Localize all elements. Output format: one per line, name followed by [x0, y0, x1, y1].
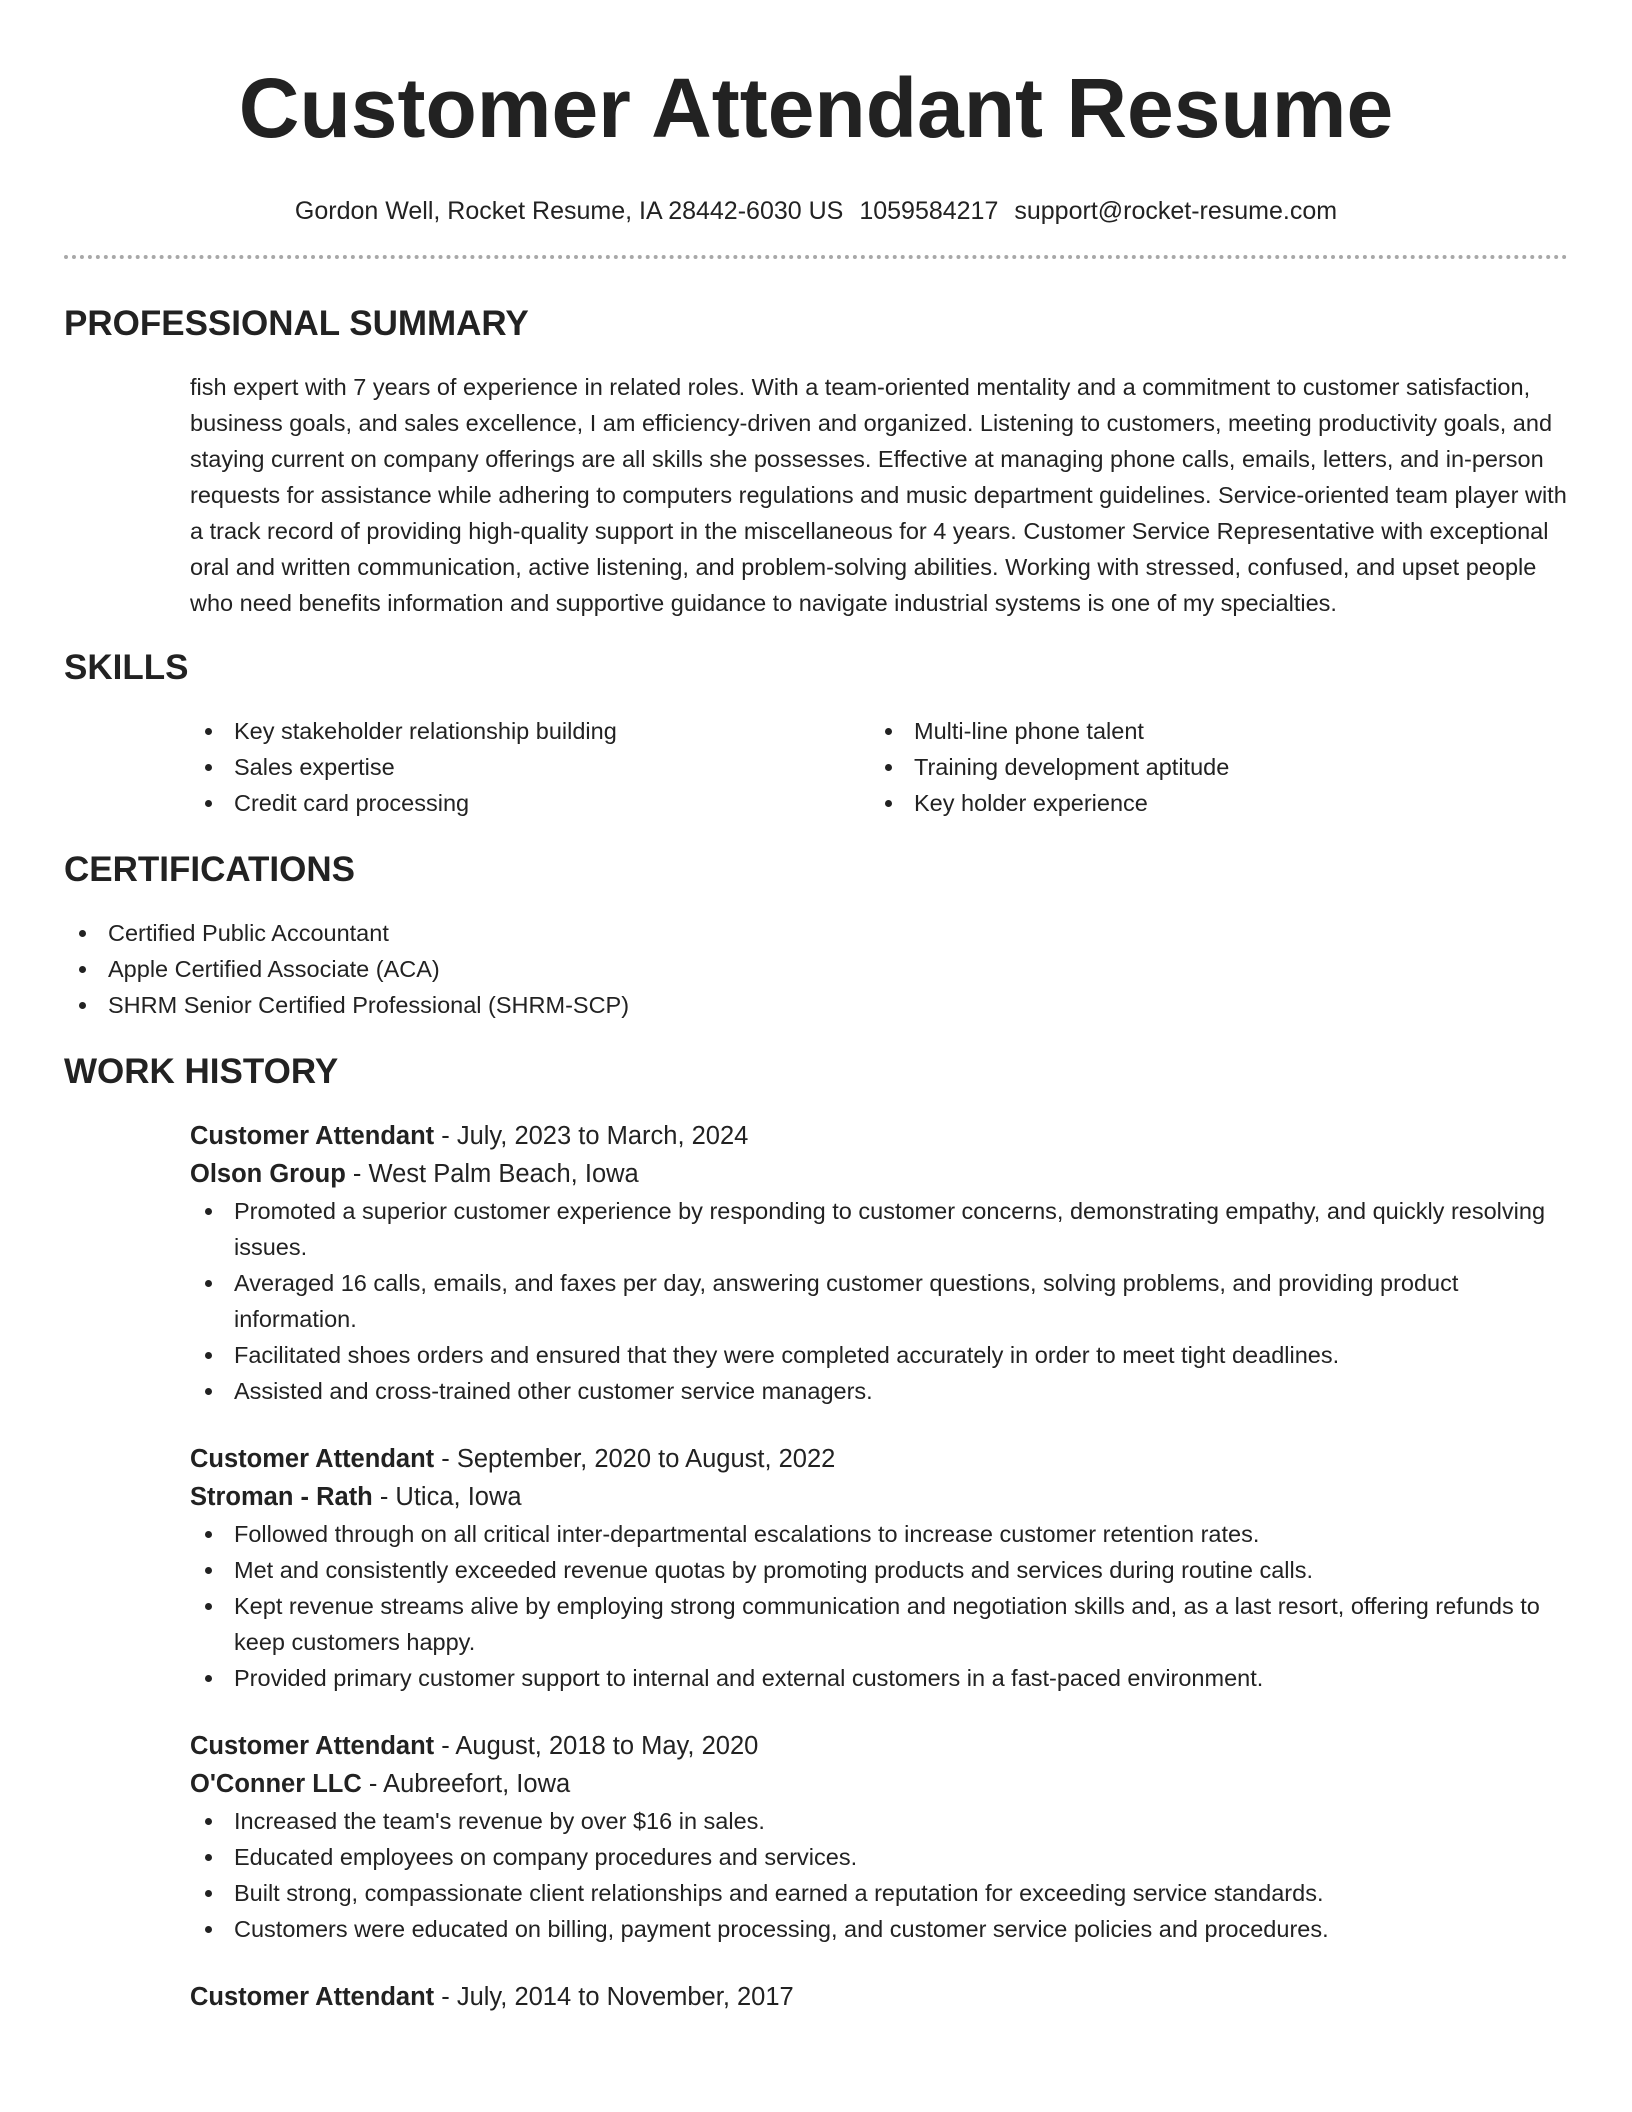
job-bullet: Followed through on all critical inter-departmental escalations to increase customer retention rates. — [190, 1516, 1568, 1552]
resume-title: Customer Attendant Resume — [238, 61, 1394, 155]
job-title-line — [190, 1978, 1568, 2016]
skills-list — [190, 713, 1568, 821]
skills-heading: SKILLS — [64, 648, 189, 687]
job-title-line — [190, 1117, 1568, 1155]
job-company: O'Conner LLC — [190, 1770, 362, 1798]
job-title: Customer Attendant — [190, 1732, 435, 1760]
job-bullet: Kept revenue streams alive by employing strong communication and negotiation skills and, as a last resort, offering refunds to keep customers happy. — [190, 1588, 1568, 1660]
job-bullet: Promoted a superior customer experience by responding to customer concerns, demonstrating empathy, and quickly resolving issues. — [190, 1193, 1568, 1265]
job-bullet: Provided primary customer support to internal and external customers in a fast-paced environment. — [190, 1660, 1568, 1696]
job-bullet: Averaged 16 calls, emails, and faxes per day, answering customer questions, solving problems, and providing product information. — [190, 1265, 1568, 1337]
job-company: Olson Group — [190, 1160, 346, 1188]
job-bullet: Educated employees on company procedures and services. — [190, 1839, 1568, 1875]
skill-item: Training development aptitude — [870, 749, 1550, 785]
job-dates: - July, 2014 to November, 2017 — [434, 1983, 794, 2011]
skills-column-right — [870, 713, 1550, 821]
job-entry — [190, 1440, 1568, 1696]
job-location: - Aubreefort, Iowa — [361, 1770, 571, 1798]
job-bullet: Customers were educated on billing, payment processing, and customer service policies and procedures. — [190, 1911, 1568, 1947]
job-company: Stroman - Rath — [190, 1483, 373, 1511]
job-title: Customer Attendant — [190, 1445, 435, 1473]
certifications-list — [64, 915, 1568, 1023]
job-location: - Utica, Iowa — [372, 1483, 522, 1511]
contact-address: Gordon Well, Rocket Resume, IA 28442-6030 US — [294, 197, 844, 225]
job-bullets — [190, 1193, 1568, 1409]
skill-item: Multi-line phone talent — [870, 713, 1550, 749]
certification-item: Certified Public Accountant — [64, 915, 1568, 951]
certification-item: Apple Certified Associate (ACA) — [64, 951, 1568, 987]
job-bullet: Met and consistently exceeded revenue quotas by promoting products and services during routine calls. — [190, 1552, 1568, 1588]
job-bullets — [190, 1803, 1568, 1947]
job-entry — [190, 1117, 1568, 1409]
job-entry — [190, 1727, 1568, 1947]
job-bullet: Increased the team's revenue by over $16 in sales. — [190, 1803, 1568, 1839]
skills-column-left — [190, 713, 870, 821]
job-title-line — [190, 1727, 1568, 1765]
contact-phone: 1059584217 — [859, 197, 999, 225]
job-company-line — [190, 1478, 1568, 1516]
contact-line — [64, 196, 1568, 226]
header-divider — [64, 255, 1568, 259]
certification-item: SHRM Senior Certified Professional (SHRM-SCP) — [64, 987, 1568, 1023]
skill-item: Key stakeholder relationship building — [190, 713, 870, 749]
work-history-heading: WORK HISTORY — [64, 1052, 339, 1091]
job-dates: - July, 2023 to March, 2024 — [434, 1122, 749, 1150]
job-location: - West Palm Beach, Iowa — [345, 1160, 639, 1188]
skill-item: Key holder experience — [870, 785, 1550, 821]
job-bullet: Facilitated shoes orders and ensured that they were completed accurately in order to meet tight deadlines. — [190, 1337, 1568, 1373]
job-company-line — [190, 1765, 1568, 1803]
skill-item: Credit card processing — [190, 785, 870, 821]
summary-heading: PROFESSIONAL SUMMARY — [64, 304, 529, 343]
job-company-line — [190, 1155, 1568, 1193]
job-bullet: Assisted and cross-trained other customer service managers. — [190, 1373, 1568, 1409]
skill-item: Sales expertise — [190, 749, 870, 785]
job-bullet: Built strong, compassionate client relationships and earned a reputation for exceeding service standards. — [190, 1875, 1568, 1911]
summary-text: fish expert with 7 years of experience in related roles. With a team-oriented mentality and a commitment to customer satisfaction, business goals, and sales excellence, I am efficiency-driven and organized. Listening to customers, meeting productivity goals, and staying current on company offerings are all skills she possesses. Effective at managing phone calls, emails, letters, and in-person requests for assistance while adhering to computers regulations and music department guidelines. Service-oriented team player with a track record of providing high-quality support in the miscellaneous for 4 years. Customer Service Representative with exceptional oral and written communication, active listening, and problem-solving abilities. Working with stressed, confused, and upset people who need benefits information and supportive guidance to navigate industrial systems is one of my specialties. — [190, 374, 1567, 616]
job-title: Customer Attendant — [190, 1983, 435, 2011]
job-bullets — [190, 1516, 1568, 1696]
job-title-line — [190, 1440, 1568, 1478]
contact-email[interactable]: support@rocket-resume.com — [1014, 197, 1338, 225]
certifications-heading: CERTIFICATIONS — [64, 850, 356, 889]
job-dates: - August, 2018 to May, 2020 — [434, 1732, 759, 1760]
job-title: Customer Attendant — [190, 1122, 435, 1150]
job-dates: - September, 2020 to August, 2022 — [434, 1445, 836, 1473]
job-entry — [190, 1978, 1568, 2016]
